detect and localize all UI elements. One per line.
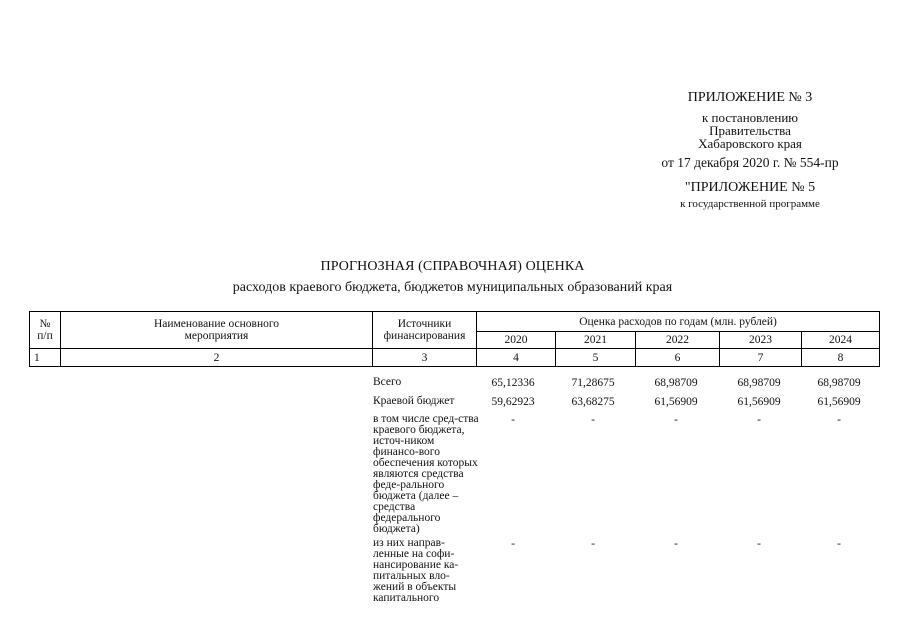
year-header: 2024	[802, 332, 880, 349]
inner-appendix-title: "ПРИЛОЖЕНИЕ № 5	[684, 180, 816, 195]
table-cell: -	[674, 538, 678, 550]
table-cell: 68,98709	[654, 377, 698, 389]
table-cell: 68,98709	[737, 377, 781, 389]
table-cell: -	[511, 414, 515, 426]
table-cell: 71,28675	[571, 377, 615, 389]
table-cell: -	[757, 414, 761, 426]
table-cell: 63,68275	[571, 396, 615, 408]
table-cell: -	[837, 538, 841, 550]
document-subtitle: расходов краевого бюджета, бюджетов муниципальных образований края	[232, 280, 673, 295]
source-label: в том числе сред-ства краевого бюджета, источ-ником финансо-вого обеспечения которых являются средства феде-рального бюджета (далее – средства федерального бюджета)	[373, 413, 479, 535]
col-header-source: Источники финансирования	[373, 312, 477, 349]
source-label: Всего	[373, 376, 402, 388]
col-number: 7	[720, 349, 802, 367]
table-cell: -	[757, 538, 761, 550]
appendix-to: к постановлению Правительства Хабаровского края	[698, 110, 802, 151]
col-number: 4	[477, 349, 556, 367]
year-header: 2020	[477, 332, 556, 349]
table-cell: 59,62923	[491, 396, 535, 408]
year-header: 2022	[636, 332, 720, 349]
table-cell: 65,12336	[491, 377, 535, 389]
table-cell: -	[591, 414, 595, 426]
col-header-estimate: Оценка расходов по годам (млн. рублей)	[477, 312, 880, 332]
table-cell: -	[591, 538, 595, 550]
table-cell: 61,56909	[654, 396, 698, 408]
source-label: Краевой бюджет	[373, 395, 455, 407]
table-cell: -	[674, 414, 678, 426]
inner-appendix-to: к государственной программе	[680, 198, 820, 210]
document-title: ПРОГНОЗНАЯ (СПРАВОЧНАЯ) ОЦЕНКА	[320, 259, 585, 274]
appendix-title: ПРИЛОЖЕНИЕ № 3	[687, 90, 813, 105]
col-number: 6	[636, 349, 720, 367]
year-header: 2023	[720, 332, 802, 349]
year-header: 2021	[556, 332, 636, 349]
col-number: 3	[373, 349, 477, 367]
col-number: 2	[61, 349, 373, 367]
col-number: 5	[556, 349, 636, 367]
col-header-no: № п/п	[30, 312, 61, 349]
table-cell: -	[511, 538, 515, 550]
table-cell: 61,56909	[817, 396, 861, 408]
col-header-name: Наименование основного мероприятия	[61, 312, 373, 349]
source-label: из них направ-ленные на софи-нансирование ка-питальных вло-жений в объекты капитального	[373, 537, 459, 604]
col-number: 1	[30, 349, 61, 367]
table-cell: -	[837, 414, 841, 426]
appendix-date: от 17 декабря 2020 г. № 554-пр	[661, 155, 839, 170]
table-cell: 68,98709	[817, 377, 861, 389]
col-number: 8	[802, 349, 880, 367]
budget-table-header	[29, 311, 880, 367]
table-cell: 61,56909	[737, 396, 781, 408]
